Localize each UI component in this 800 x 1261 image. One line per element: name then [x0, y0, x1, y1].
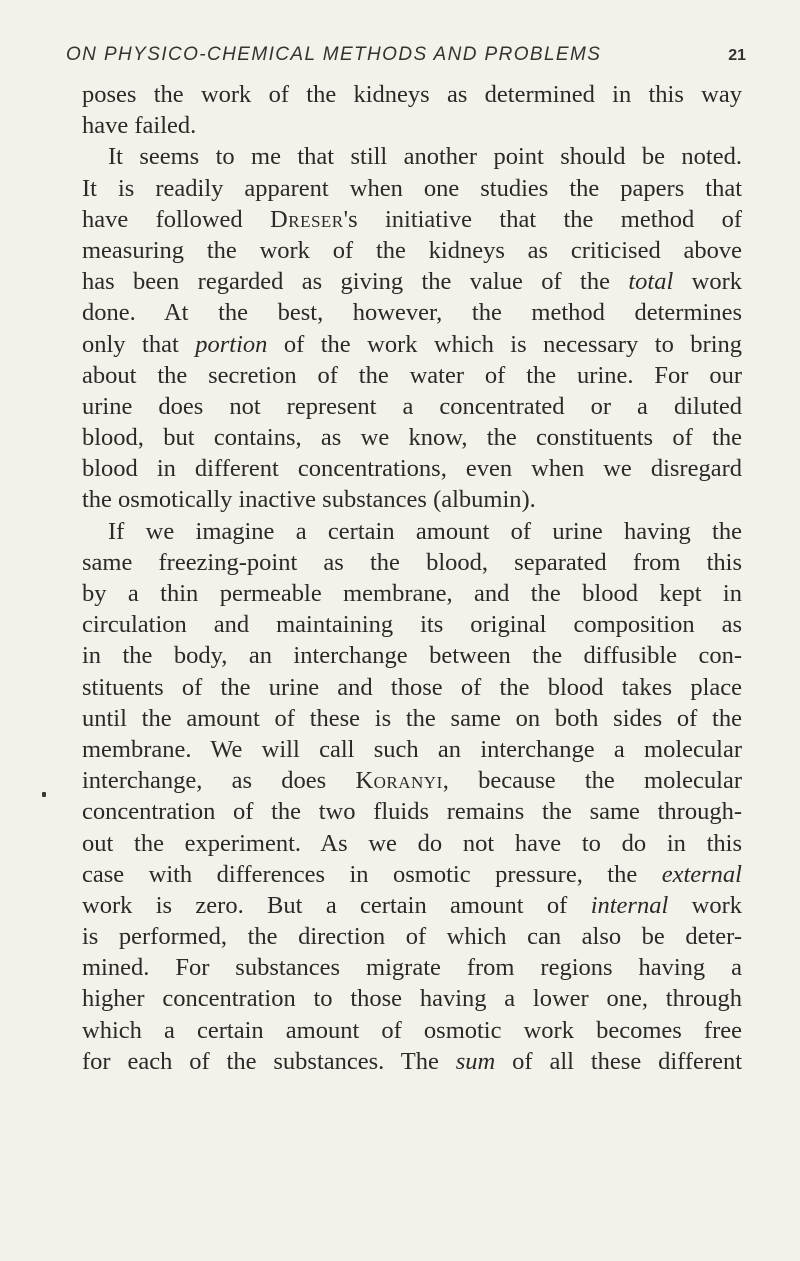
text-line: have followed Dreser's initiative that the method of	[82, 205, 743, 233]
italic-emphasis: portion	[195, 330, 268, 358]
text-line: by a thin permeable membrane, and the blood kept in	[82, 580, 742, 607]
text-line: case with differences in osmotic pressure, the external	[82, 860, 742, 888]
text-line: has been regarded as giving the value of the total work	[82, 268, 742, 296]
body-text	[82, 79, 742, 1077]
text-line: until the amount of these is the same on both sides of the	[82, 704, 742, 732]
text-line: the osmotically inactive substances (albumin).	[82, 486, 536, 514]
text-line: interchange, as does Koranyi, because the molecular	[82, 767, 743, 795]
text-line: urine does not represent a concentrated or a diluted	[82, 392, 742, 420]
italic-emphasis: sum	[455, 1047, 496, 1075]
text-line: about the secretion of the water of the urine. For our	[82, 361, 742, 389]
text-line: blood in different concentrations, even when we disregard	[82, 455, 742, 483]
text-line: stituents of the urine and those of the blood takes place	[82, 673, 742, 701]
text-line: for each of the substances. The sum of all these different	[82, 1047, 742, 1075]
text-line: It is readily apparent when one studies the papers that	[82, 174, 742, 202]
text-line: same freezing-point as the blood, separated from this	[82, 548, 742, 576]
italic-emphasis: internal	[590, 891, 669, 919]
page-number: 21	[728, 47, 746, 64]
text-line: which a certain amount of osmotic work becomes free	[82, 1016, 742, 1044]
margin-mark	[42, 792, 46, 797]
italic-emphasis: external	[661, 860, 742, 888]
author-name-smallcaps: Dreser	[270, 205, 344, 233]
italic-emphasis: total	[628, 268, 674, 296]
text-line: only that portion of the work which is necessary to bring	[82, 330, 743, 358]
text-line: work is zero. But a certain amount of internal work	[82, 891, 742, 919]
paragraph-start-line: If we imagine a certain amount of urine having the	[108, 517, 742, 545]
paragraph-start-line: It seems to me that still another point should be noted.	[108, 143, 742, 171]
running-title: ON PHYSICO-CHEMICAL METHODS AND PROBLEMS	[66, 44, 602, 65]
text-line: membrane. We will call such an interchange a molecular	[82, 735, 742, 763]
text-line: done. At the best, however, the method determines	[82, 299, 742, 327]
text-line: circulation and maintaining its original composition as	[82, 611, 742, 639]
text-line: mined. For substances migrate from regions having a	[82, 954, 742, 982]
text-line: out the experiment. As we do not have to do in this	[82, 829, 742, 857]
text-line: is performed, the direction of which can also be deter-	[82, 923, 742, 951]
text-line: have failed.	[82, 112, 197, 140]
text-line: concentration of the two fluids remains the same through-	[82, 798, 742, 826]
text-line: in the body, an interchange between the diffusible con-	[82, 642, 742, 670]
text-line: higher concentration to those having a lower one, through	[82, 985, 742, 1013]
text-line: poses the work of the kidneys as determined in this way	[82, 81, 742, 108]
running-head	[66, 44, 746, 66]
text-line: blood, but contains, as we know, the constituents of the	[82, 424, 742, 452]
text-line: measuring the work of the kidneys as criticised above	[82, 236, 742, 264]
author-name-smallcaps: Koranyi	[355, 767, 443, 795]
